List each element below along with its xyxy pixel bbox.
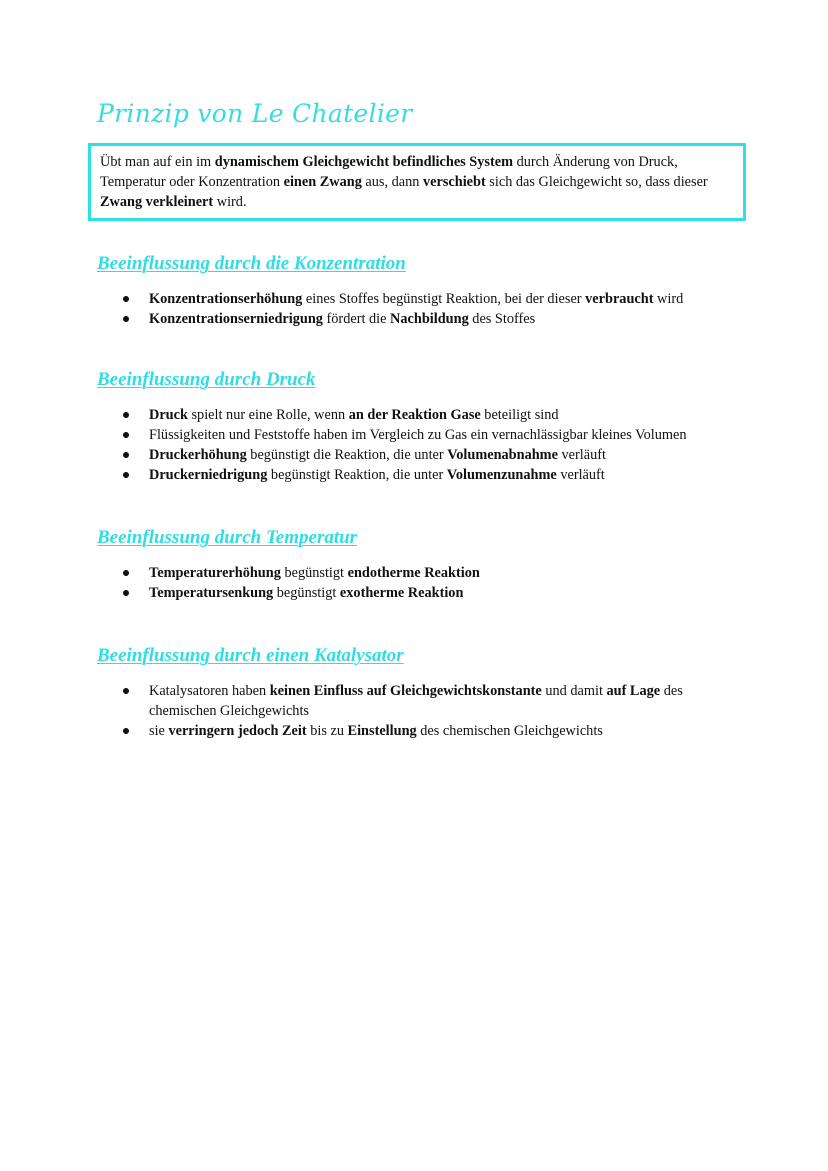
definition-part: durch Änderung von Druck, Temperatur oder Konzentration xyxy=(100,154,678,190)
list-item xyxy=(97,563,757,583)
item-part-bold: Druckerniedrigung xyxy=(149,467,268,483)
page-title: Prinzip von Le Chatelier xyxy=(97,99,413,128)
item-part: verläuft xyxy=(557,447,606,463)
item-part: sie xyxy=(149,723,169,739)
item-part: bis zu xyxy=(306,723,348,739)
item-part-bold: verbraucht xyxy=(585,291,654,307)
item-part: eines Stoffes begünstigt Reaktion, bei der dieser xyxy=(302,291,586,307)
bullet-list xyxy=(97,405,757,485)
item-part: begünstigt xyxy=(280,565,348,581)
item-part: des Stoffes xyxy=(468,311,536,327)
bullet-icon xyxy=(123,472,129,478)
item-part: wird xyxy=(653,291,684,307)
definition-part: wird. xyxy=(213,194,247,210)
bullet-list xyxy=(97,289,757,329)
list-item xyxy=(97,583,757,603)
bullet-list xyxy=(97,563,757,603)
definition-part: sich das Gleichgewicht so, dass dieser xyxy=(485,174,708,190)
bullet-icon xyxy=(123,452,129,458)
bullet-icon xyxy=(123,316,129,322)
item-part-bold: Volumenzunahme xyxy=(446,467,557,483)
item-part-bold: verringern jedoch Zeit xyxy=(168,723,307,739)
list-item xyxy=(97,721,737,741)
item-part: fördert die xyxy=(322,311,391,327)
item-part: des chemischen Gleichgewichts xyxy=(149,683,683,719)
section-temperature xyxy=(97,527,757,603)
section-concentration xyxy=(97,253,757,329)
item-part-bold: Konzentrationserhöhung xyxy=(149,291,303,307)
section-catalyst xyxy=(97,645,757,741)
list-item xyxy=(97,289,757,309)
section-heading: Beeinflussung durch die Konzentration xyxy=(97,253,406,274)
item-part: begünstigt Reaktion, die unter xyxy=(267,467,447,483)
item-part-bold: Temperaturerhöhung xyxy=(149,565,281,581)
definition-part: aus, dann xyxy=(361,174,423,190)
list-item xyxy=(97,445,757,465)
item-part: verläuft xyxy=(556,467,605,483)
item-part: beteiligt sind xyxy=(480,407,559,423)
item-part: begünstigt xyxy=(273,585,340,601)
item-part-bold: Druckerhöhung xyxy=(149,447,247,463)
list-item xyxy=(97,465,757,485)
item-part-bold: keinen Einfluss auf Gleichgewichtskonstante xyxy=(269,683,542,699)
definition-part: Übt man auf ein im xyxy=(100,154,215,170)
section-pressure xyxy=(97,369,757,485)
list-item xyxy=(97,309,757,329)
item-part: Flüssigkeiten und Feststoffe haben im Vergleich zu Gas ein vernachlässigbar kleines Volumen xyxy=(149,427,687,443)
item-part-bold: Einstellung xyxy=(347,723,417,739)
item-part-bold: exotherme Reaktion xyxy=(339,585,464,601)
list-item xyxy=(97,405,757,425)
item-part: und damit xyxy=(541,683,607,699)
bullet-icon xyxy=(123,432,129,438)
definition-part-bold: dynamischem Gleichgewicht befindliches System xyxy=(214,154,513,170)
item-part: des chemischen Gleichgewichts xyxy=(416,723,603,739)
bullet-icon xyxy=(123,412,129,418)
item-part-bold: Volumenabnahme xyxy=(447,447,558,463)
bullet-icon xyxy=(123,590,129,596)
bullet-icon xyxy=(123,728,129,734)
bullet-icon xyxy=(123,570,129,576)
bullet-icon xyxy=(123,296,129,302)
item-part-bold: endotherme Reaktion xyxy=(347,565,480,581)
item-part-bold: auf Lage xyxy=(606,683,661,699)
definition-part-bold: Zwang verkleinert xyxy=(100,194,214,210)
definition-part-bold: einen Zwang xyxy=(283,174,362,190)
item-part: Katalysatoren haben xyxy=(149,683,270,699)
definition-text xyxy=(100,154,708,210)
item-part-bold: Nachbildung xyxy=(390,311,469,327)
item-part: begünstigt die Reaktion, die unter xyxy=(246,447,448,463)
list-item xyxy=(97,425,757,445)
section-heading: Beeinflussung durch Temperatur xyxy=(97,527,358,548)
bullet-icon xyxy=(123,688,129,694)
item-part-bold: Druck xyxy=(149,407,188,423)
item-part-bold: an der Reaktion Gase xyxy=(348,407,481,423)
definition-part-bold: verschiebt xyxy=(423,174,486,190)
item-part-bold: Temperatursenkung xyxy=(149,585,274,601)
list-item xyxy=(97,681,737,721)
section-heading: Beeinflussung durch einen Katalysator xyxy=(97,645,404,666)
section-heading: Beeinflussung durch Druck xyxy=(97,369,316,390)
item-part-bold: Konzentrationserniedrigung xyxy=(149,311,323,327)
item-part: spielt nur eine Rolle, wenn xyxy=(187,407,349,423)
bullet-list xyxy=(97,681,737,741)
definition-box xyxy=(88,143,746,221)
